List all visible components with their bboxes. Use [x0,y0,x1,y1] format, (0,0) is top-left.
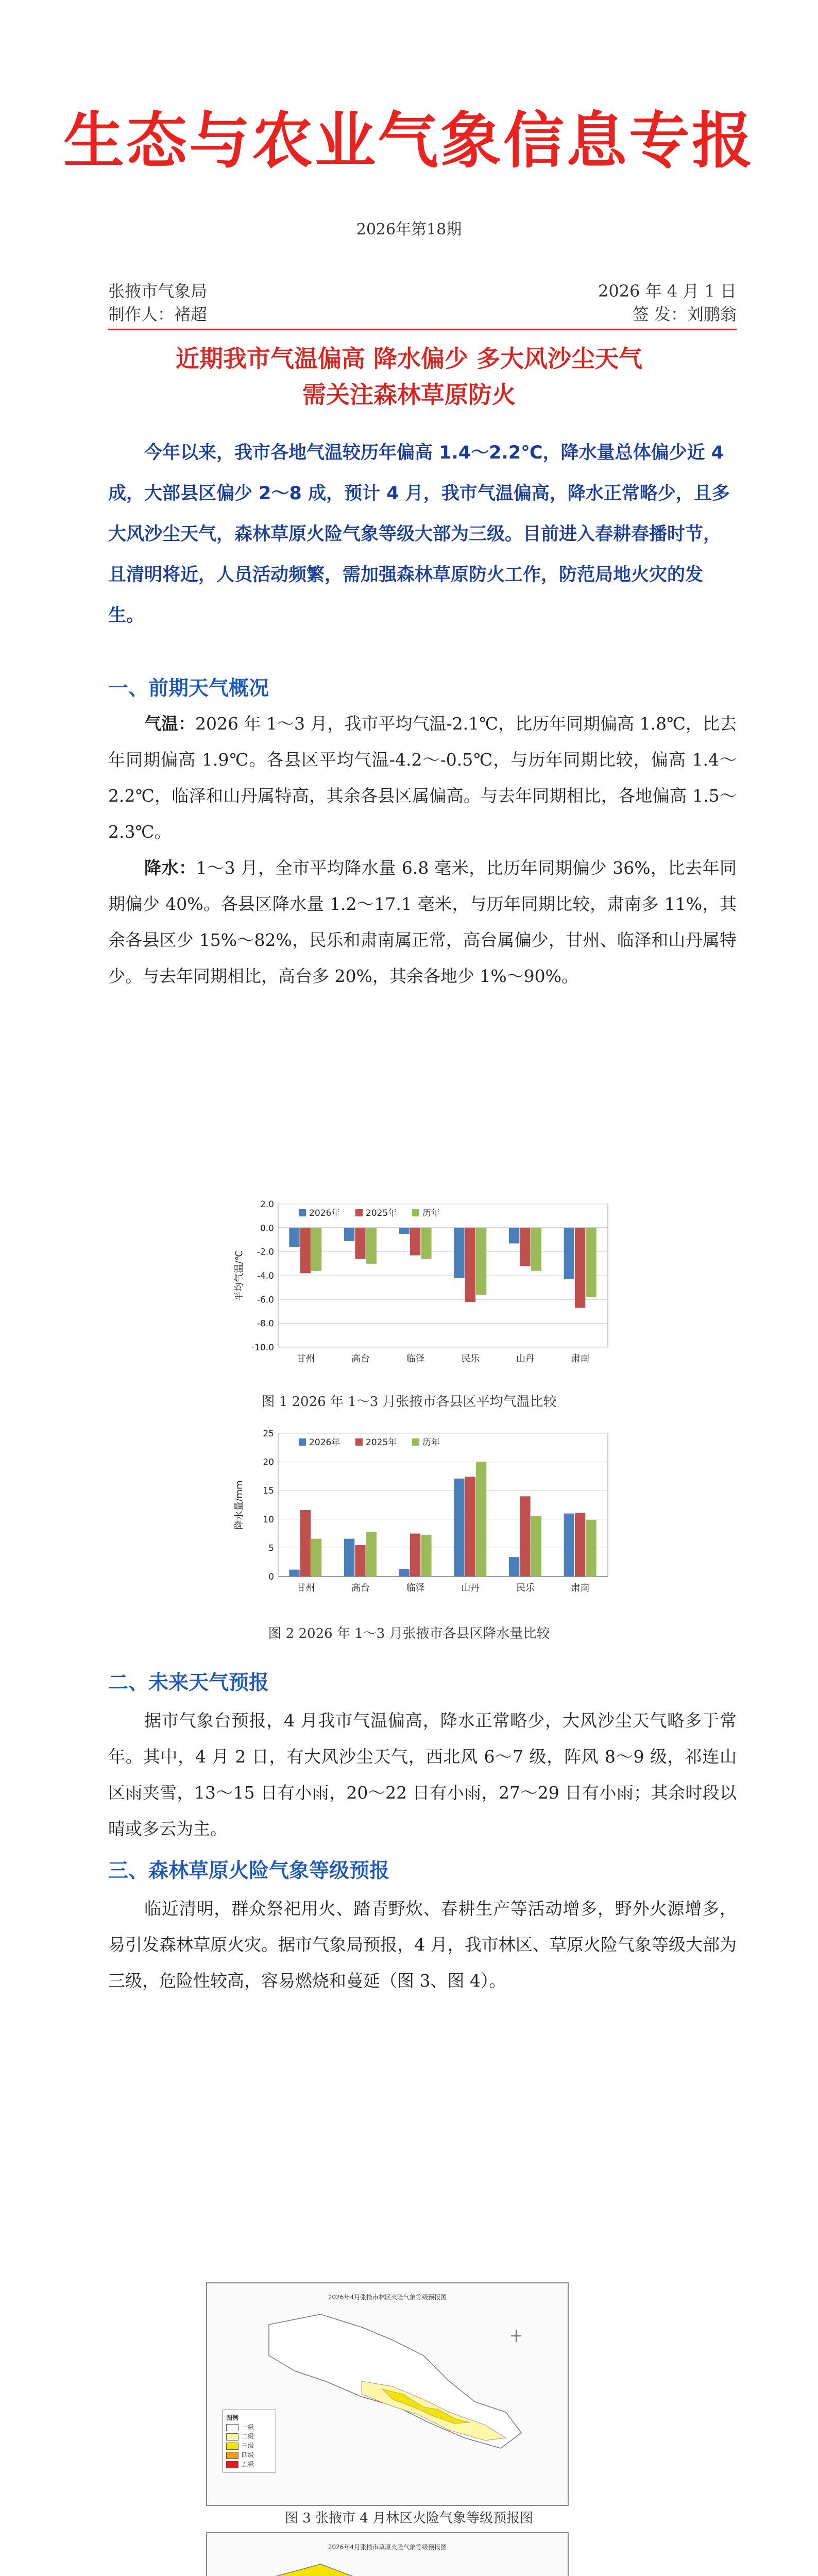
legend-swatch [226,2461,238,2468]
legend-label: 历年 [422,1437,440,1448]
headline-line2: 需关注森林草原防火 [302,381,516,409]
issue-number: 2026年第18期 [356,221,462,239]
y-axis-label: 平均气温/℃ [234,1250,245,1301]
bar [454,1228,464,1278]
figure-3-caption: 图 3 张掖市 4 月林区火险气象等级预报图 [284,2511,534,2526]
bar [520,1496,530,1577]
precipitation-text: 1～3 月，全市平均降水量 6.8 毫米，比历年同期偏少 36%，比去年同期偏少 40%。各县区降水量 1.2～17.1 毫米，与历年同期比较，肃南多 11%，其余各县区少 15%～82%，民乐和肃南属正常，高台属偏少，甘州、临泽和山丹属特少。与去年同期相比，高台多 20%，其余各地少 1%～90%。 [108,858,737,986]
legend-swatch [226,2452,238,2459]
legend-item: 四级 [226,2450,272,2460]
section-heading-2: 二、未来天气预报 [108,1671,269,1694]
y-tick-label: 10 [263,1514,274,1525]
bar [465,1228,475,1302]
legend-swatch [226,2433,238,2441]
bar [366,1532,377,1577]
legend-swatch [355,1209,363,1216]
y-tick-label: 0 [268,1572,274,1582]
section-heading-1: 一、前期天气概况 [108,677,269,700]
bar [399,1569,410,1577]
publisher: 张掖市气象局 [108,281,208,301]
map3-legend [223,2410,276,2472]
x-tick-label: 民乐 [461,1353,480,1364]
y-tick-label: 2.0 [260,1199,274,1210]
bar [476,1462,486,1577]
bar [564,1228,574,1279]
masthead-title: 生态与农业气象信息专报 [63,105,755,176]
legend-item: 三级 [226,2441,272,2450]
section-heading-3: 三、森林草原火险气象等级预报 [108,1859,390,1883]
temperature-paragraph [108,706,737,850]
y-tick-label: 15 [263,1486,274,1497]
legend-item: 二级 [226,2432,272,2441]
precipitation-paragraph [108,850,737,994]
legend-label: 2026年 [309,1208,340,1218]
bar [311,1228,321,1270]
bar [531,1516,541,1577]
lead-summary: 今年以来，我市各地气温较历年偏高 1.4～2.2℃，降水量总体偏少近 4 成，大部县区偏少 2～8 成，预计 4 月，我市气温偏高，降水正常略少，且多大风沙尘天气，森林草原火险气象等级大部为三级。目前进入春耕春播时节，且清明将近，人员活动频繁，需加强森林草原防火工作，防范局地火灾的发生。 [108,443,730,626]
bar [399,1228,410,1234]
figure-1-caption: 图 1 2026 年 1～3 月张掖市各县区平均气温比较 [261,1394,557,1410]
forecast-paragraph: 据市气象台预报，4 月我市气温偏高，降水正常略少，大风沙尘天气略多于常年。其中，4 月 2 日，有大风沙尘天气，西北风 6～7 级，阵风 8～9 级，祁连山区雨夹雪，13～15 日有小雨，20～22 日有小雨，27～29 日有小雨；其余时段以晴或多云为主。 [108,1710,737,1839]
bar [289,1228,299,1247]
bar [476,1228,486,1295]
temperature-label: 气温： [144,714,196,734]
x-tick-label: 临泽 [406,1353,425,1364]
x-tick-label: 高台 [351,1353,370,1364]
x-tick-label: 肃南 [571,1353,590,1364]
legend-swatch [412,1209,419,1216]
map4-title: 2026年4月张掖市草原火险气象等级预报图 [328,2544,447,2551]
x-tick-label: 山丹 [461,1583,480,1594]
bar [344,1228,354,1241]
figure-2-caption: 图 2 2026 年 1～3 月张掖市各县区降水量比较 [268,1626,550,1641]
bar [421,1535,431,1577]
grassland-fire-risk-map [206,2532,569,2576]
bar [344,1539,354,1577]
header-rule [108,329,737,330]
y-axis-label: 降水量/mm [234,1480,245,1530]
bar [586,1520,596,1577]
bar [300,1228,311,1273]
legend-label: 2026年 [309,1437,340,1448]
x-tick-label: 肃南 [571,1583,590,1594]
y-tick-label: 25 [263,1429,274,1439]
x-tick-label: 高台 [351,1583,370,1594]
legend-swatch [226,2424,238,2431]
y-tick-label: -10.0 [251,1343,274,1353]
x-tick-label: 民乐 [516,1583,535,1594]
bar [509,1228,519,1243]
legend-swatch [355,1438,363,1446]
map4-shape [207,2533,568,2576]
bar [454,1479,464,1577]
y-tick-label: 0.0 [260,1223,274,1234]
legend-label: 2025年 [366,1437,397,1448]
forest-fire-risk-map [206,2282,569,2506]
legend-item: 五级 [226,2460,272,2469]
legend-label: 历年 [422,1208,440,1218]
map3-title: 2026年4月张掖市林区火险气象等级预报图 [328,2294,447,2301]
author: 制作人：褚超 [108,304,208,324]
legend-title: 图例 [226,2414,239,2421]
temperature-bar-chart [201,1198,623,1386]
y-tick-label: -2.0 [257,1247,274,1258]
y-tick-label: -6.0 [257,1295,274,1306]
bar [311,1539,321,1577]
x-tick-label: 山丹 [516,1353,535,1364]
bar [586,1228,596,1297]
precipitation-label: 降水： [144,858,196,878]
bar [564,1514,574,1577]
legend-label: 2025年 [366,1208,397,1218]
bar [355,1545,365,1577]
publish-date: 2026 年 4 月 1 日 [598,281,737,301]
bar [575,1228,585,1308]
signer: 签 发：刘鹏翁 [632,304,737,324]
y-tick-label: -8.0 [257,1318,274,1329]
x-tick-label: 甘州 [296,1353,315,1364]
bar [509,1557,519,1577]
legend-swatch [226,2443,238,2450]
bar [300,1510,311,1577]
precipitation-bar-chart [201,1427,623,1615]
y-tick-label: 20 [263,1457,274,1468]
plot-area [278,1433,608,1577]
bar [520,1228,530,1266]
bar [421,1228,431,1259]
legend-swatch [299,1209,306,1216]
y-tick-label: -4.0 [257,1271,274,1281]
bar [531,1228,541,1270]
bar [366,1228,377,1264]
bar [289,1570,299,1577]
legend-item: 一级 [226,2422,272,2432]
fire-risk-paragraph: 临近清明，群众祭祀用火、踏青野炊、春耕生产等活动增多，野外火源增多，易引发森林草原火灾。据市气象局预报，4 月，我市林区、草原火险气象等级大部为三级，危险性较高，容易燃烧和蔓延（图 3、图 4）。 [108,1899,737,1991]
x-tick-label: 甘州 [296,1583,315,1594]
bar [410,1534,420,1577]
legend-swatch [299,1438,306,1446]
bar [575,1513,585,1577]
y-tick-label: 5 [268,1543,274,1554]
x-tick-label: 临泽 [406,1583,425,1594]
headline-line1: 近期我市气温偏高 降水偏少 多大风沙尘天气 [175,345,643,372]
bar [410,1228,420,1255]
temperature-text: 2026 年 1～3 月，我市平均气温-2.1℃，比历年同期偏高 1.8℃，比去年同期偏高 1.9℃。各县区平均气温-4.2～-0.5℃，与历年同期比较，偏高 1.4～2.2℃，临泽和山丹属特高，其余各县区属偏高。与去年同期相比，各地偏高 1.5～2.3℃。 [108,714,737,842]
bar [465,1477,475,1577]
legend-swatch [412,1438,419,1446]
bar [355,1228,365,1259]
